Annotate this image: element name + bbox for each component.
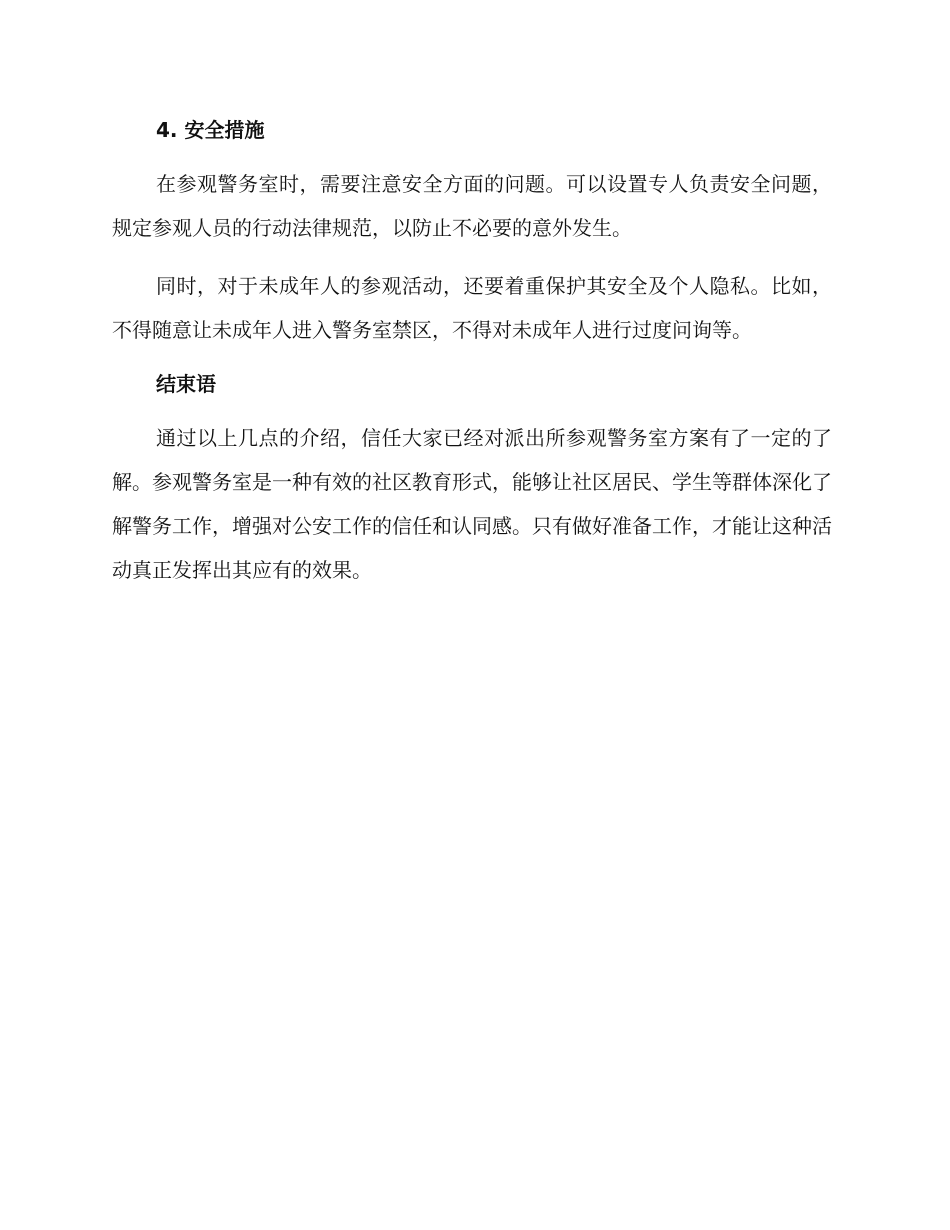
section-heading-conclusion: 结束语 — [156, 372, 216, 396]
document-page — [112, 112, 832, 606]
paragraph-conclusion-1: 通过以上几点的介绍，信任大家已经对派出所参观警务室方案有了一定的了解。参观警务室是一种有效的社区教育形式，能够让社区居民、学生等群体深化了解警务工作，增强对公安工作的信任和认同感。只有做好准备工作，才能让这种活动真正发挥出其应有的效果。 — [112, 426, 832, 582]
section-heading-safety: 4. 安全措施 — [156, 118, 265, 142]
paragraph-safety-1: 在参观警务室时，需要注意安全方面的问题。可以设置专人负责安全问题，规定参观人员的行动法律规范，以防止不必要的意外发生。 — [112, 172, 832, 240]
paragraph-safety-2: 同时，对于未成年人的参观活动，还要着重保护其安全及个人隐私。比如，不得随意让未成年人进入警务室禁区，不得对未成年人进行过度问询等。 — [112, 274, 832, 342]
